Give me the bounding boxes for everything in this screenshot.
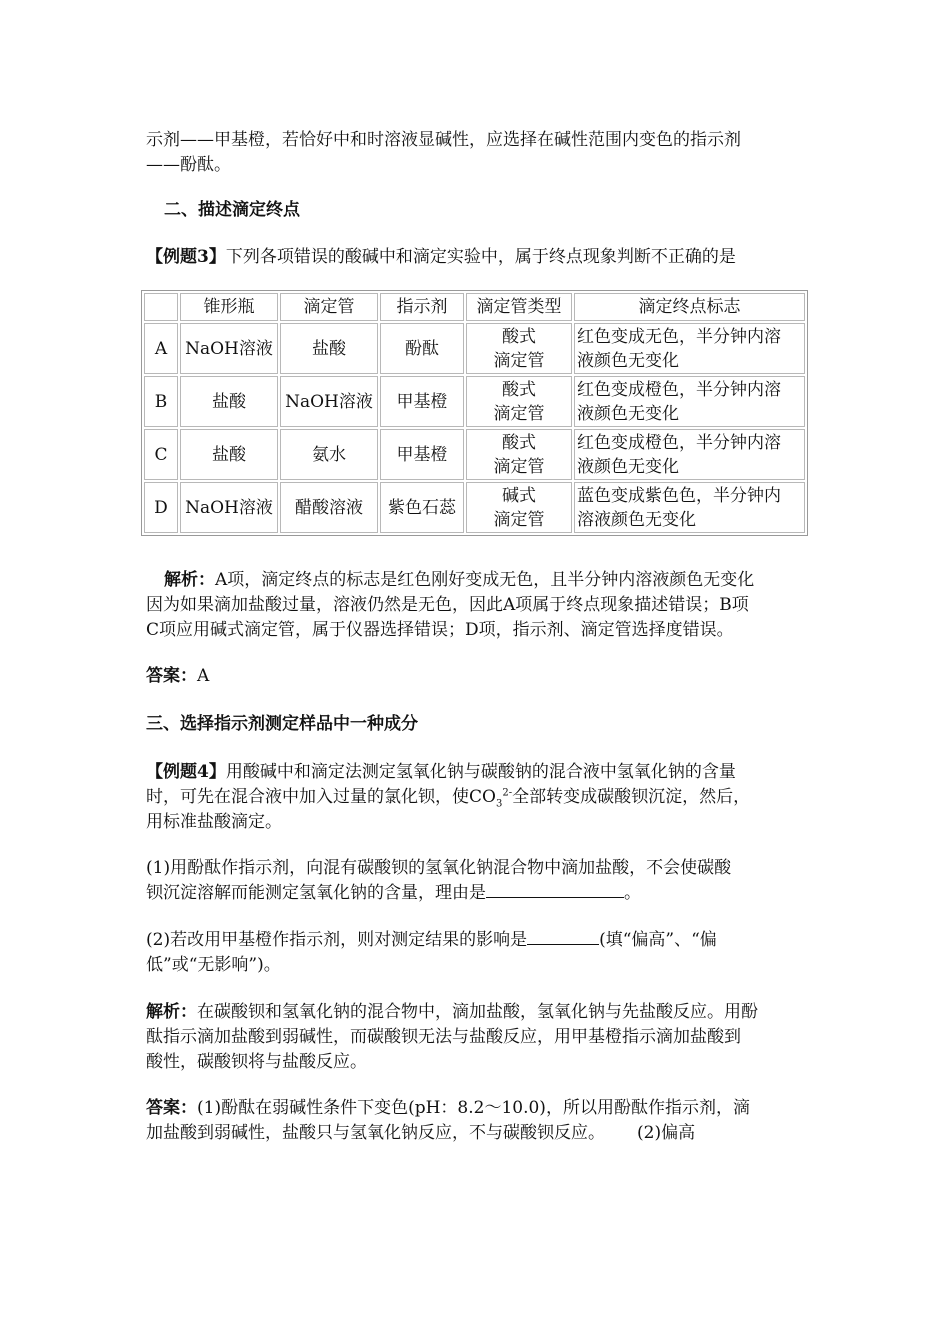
flask-cell: 盐酸: [180, 429, 278, 480]
titration-table: [141, 290, 808, 536]
table-header-cell: 滴定管类型: [466, 293, 572, 321]
indicator-cell: 甲基橙: [380, 376, 464, 427]
table-row: [144, 376, 805, 427]
endpoint-cell: [574, 429, 805, 480]
table-header-cell: 锥形瓶: [180, 293, 278, 321]
answer-4-text: 加盐酸到弱碱性，盐酸只与氢氧化钠反应，不与碳酸钡反应。: [146, 1123, 605, 1143]
example-4-line: [146, 760, 806, 785]
burette-type-line: 酸式: [502, 432, 536, 453]
indicator-cell: 紫色石蕊: [380, 482, 464, 533]
intro-paragraph: [146, 128, 806, 178]
burette-type-cell: [466, 323, 572, 374]
answer-4-text: (1)酚酞在弱碱性条件下变色(pH：8.2～10.0)，所以用酚酞作指示剂，滴: [197, 1098, 750, 1118]
burette-type-line: 酸式: [502, 379, 536, 400]
question-2-line: 低”或“无影响”)。: [146, 955, 281, 975]
answer-4-part-2: (2)偏高: [637, 1123, 696, 1143]
analysis-4-line: 酞指示滴加盐酸到弱碱性，而碳酸钡无法与盐酸反应，用甲基橙指示滴加盐酸到: [146, 1027, 741, 1047]
analysis-4-label: 解析：: [146, 1002, 197, 1022]
analysis-4-line: 酸性，碳酸钡将与盐酸反应。: [146, 1052, 367, 1072]
table-header-cell: [144, 293, 178, 321]
section-2-title: 二、描述滴定终点: [164, 200, 300, 220]
indicator-cell: 甲基橙: [380, 429, 464, 480]
burette-type-cell: [466, 429, 572, 480]
burette-type-line: 滴定管: [493, 350, 545, 371]
example-3-label: 【例题3】: [146, 247, 226, 267]
analysis-4: [146, 1000, 806, 1075]
section-3-title: 三、选择指示剂测定样品中一种成分: [146, 714, 418, 734]
example-4-text: 全部转变成碳酸钡沉淀，然后，: [512, 787, 751, 807]
analysis-3-text: A项，滴定终点的标志是红色刚好变成无色，且半分钟内溶液颜色无变化: [215, 570, 755, 590]
option-cell: B: [144, 376, 178, 427]
answer-3-value: A: [197, 666, 210, 686]
answer-4-line: [146, 1121, 806, 1146]
superscript: 2-: [502, 787, 513, 799]
answer-blank[interactable]: [486, 881, 624, 898]
endpoint-line: 蓝色变成紫色色，半分钟内: [577, 485, 781, 506]
flask-cell: NaOH溶液: [180, 482, 278, 533]
analysis-3: [146, 568, 806, 643]
example-4-text: 时，可先在混合液中加入过量的氯化钡，使CO: [146, 787, 496, 807]
table-header-cell: 指示剂: [380, 293, 464, 321]
question-2: [146, 928, 806, 978]
burette-cell: 盐酸: [280, 323, 378, 374]
table-header-row: [144, 293, 805, 321]
example-4-label: 【例题4】: [146, 762, 226, 782]
option-cell: D: [144, 482, 178, 533]
analysis-3-label: 解析：: [164, 570, 215, 590]
question-1-line: (1)用酚酞作指示剂，向混有碳酸钡的氢氧化钠混合物中滴加盐酸，不会使碳酸: [146, 858, 732, 878]
endpoint-cell: [574, 323, 805, 374]
burette-cell: NaOH溶液: [280, 376, 378, 427]
burette-type-line: 滴定管: [493, 456, 545, 477]
option-cell: A: [144, 323, 178, 374]
burette-type-line: 碱式: [502, 485, 536, 506]
intro-line: 示剂——甲基橙，若恰好中和时溶液显碱性，应选择在碱性范围内变色的指示剂: [146, 130, 741, 150]
table-header-cell: 滴定管: [280, 293, 378, 321]
endpoint-line: 溶液颜色无变化: [577, 509, 696, 530]
endpoint-cell: [574, 376, 805, 427]
burette-type-line: 滴定管: [493, 403, 545, 424]
endpoint-line: 红色变成橙色，半分钟内溶: [577, 432, 781, 453]
example-4-text: 用酸碱中和滴定法测定氢氧化钠与碳酸钠的混合液中氢氧化钠的含量: [225, 762, 736, 782]
example-3-question: [146, 245, 806, 270]
answer-blank[interactable]: [527, 928, 599, 945]
question-1-line: [146, 881, 806, 906]
question-1-text: 。: [624, 883, 641, 903]
burette-cell: 氨水: [280, 429, 378, 480]
answer-4-label: 答案：: [146, 1098, 197, 1118]
question-2-text: (填“偏高”、“偏: [599, 930, 717, 950]
analysis-3-line: [146, 568, 806, 593]
answer-3: [146, 664, 806, 689]
burette-type-cell: [466, 482, 572, 533]
table-row: [144, 429, 805, 480]
burette-type-line: 滴定管: [493, 509, 545, 530]
example-4-question: [146, 760, 806, 835]
flask-cell: 盐酸: [180, 376, 278, 427]
analysis-4-line: [146, 1000, 806, 1025]
analysis-4-text: 在碳酸钡和氢氧化钠的混合物中，滴加盐酸，氢氧化钠与先盐酸反应。用酚: [197, 1002, 758, 1022]
answer-3-label: 答案：: [146, 666, 197, 686]
example-4-line: [146, 785, 806, 810]
question-2-line: [146, 928, 806, 953]
example-3-text: 下列各项错误的酸碱中和滴定实验中，属于终点现象判断不正确的是: [225, 247, 736, 267]
burette-type-cell: [466, 376, 572, 427]
example-4-line: 用标准盐酸滴定。: [146, 812, 282, 832]
endpoint-line: 液颜色无变化: [577, 403, 679, 424]
question-2-text: (2)若改用甲基橙作指示剂，则对测定结果的影响是: [146, 930, 528, 950]
analysis-3-line: C项应用碱式滴定管，属于仪器选择错误；D项，指示剂、滴定管选择度错误。: [146, 620, 734, 640]
table-header-cell: 滴定终点标志: [574, 293, 805, 321]
question-1: [146, 856, 806, 906]
endpoint-line: 液颜色无变化: [577, 350, 679, 371]
endpoint-cell: [574, 482, 805, 533]
answer-4: [146, 1096, 806, 1146]
endpoint-line: 液颜色无变化: [577, 456, 679, 477]
question-1-text: 钡沉淀溶解而能测定氢氧化钠的含量，理由是: [146, 883, 486, 903]
option-cell: C: [144, 429, 178, 480]
endpoint-line: 红色变成橙色，半分钟内溶: [577, 379, 781, 400]
indicator-cell: 酚酞: [380, 323, 464, 374]
burette-type-line: 酸式: [502, 326, 536, 347]
intro-line: ——酚酞。: [146, 155, 231, 175]
subscript: 3: [495, 798, 503, 810]
burette-cell: 醋酸溶液: [280, 482, 378, 533]
flask-cell: NaOH溶液: [180, 323, 278, 374]
endpoint-line: 红色变成无色，半分钟内溶: [577, 326, 781, 347]
analysis-3-line: 因为如果滴加盐酸过量，溶液仍然是无色，因此A项属于终点现象描述错误；B项: [146, 595, 749, 615]
answer-4-line: [146, 1096, 806, 1121]
table-row: [144, 482, 805, 533]
table-row: [144, 323, 805, 374]
